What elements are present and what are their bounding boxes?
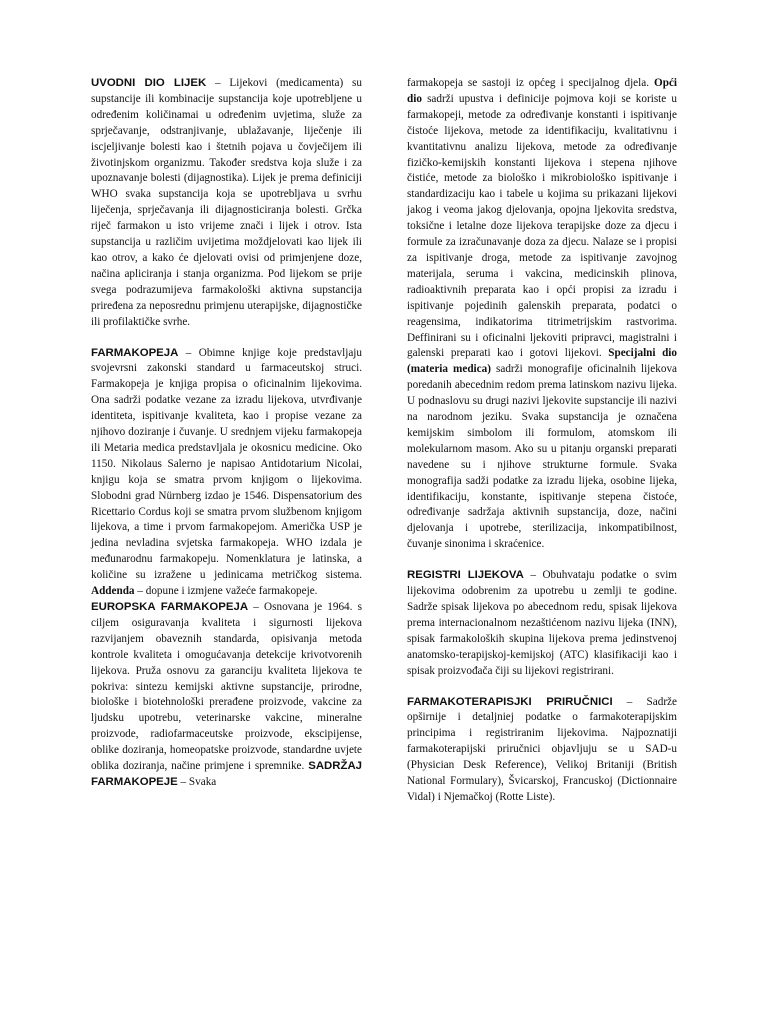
text-registri: – Obuhvataju podatke o svim lijekovima odobrenim za upotrebu u zemlji te godine. Sadrže spisak lijekova po abecednom redu, spisak lijekova prema internacionalnom nezaštićenom nazivu lijeka (INN), spisak farmakoloških skupina lijekova prema jedinstvenoj anatomsko-terapijskoj-kemijskoj (ATC) klasifikaciji kao i spisak proizvođača čiji su lijekovi registrirani.: [407, 569, 677, 677]
paragraph-registri: [407, 568, 677, 679]
paragraph-sadrzaj: [407, 76, 677, 553]
label-opci-dio: Opći dio: [407, 77, 678, 105]
label-addenda: Addenda: [91, 585, 135, 598]
text-prirucnici: – Sadrže opširnije i detaljniej podatke o farmakoterapijskim principima i registriranim lijekovima. Najpoznatiji farmakoterapijski priručnici objavljuju se u SAD-u (Physician Desk Reference), Velikoj Britaniji (British National Formulary), Švicarskoj, Francuskoj (Dictionnaire Vidal) i Njemačkoj (Rotte Liste).: [407, 695, 677, 803]
paragraph-prirucnici: [407, 695, 677, 806]
heading-registri-lijekova: REGISTRI LIJEKOVA: [407, 569, 524, 582]
text-sadrzaj-cont: farmakopeja se sastoji iz općeg i specijalnog djela.: [407, 77, 650, 89]
paragraph-europska: [91, 600, 362, 791]
heading-uvodni-dio-lijek: UVODNI DIO LIJEK: [91, 77, 207, 89]
text-opci-dio: sadrži upustva i definicije pojmova koji se koriste u farmakopeji, metode za određivanje konstanti i ispitivanje čistoće lijekova, metode za identifikaciju, kvalitativnu i kvantitativnu analizu lijekova, metode za određivanje fizičko-kemijskih konstanti lijekova i stepena njihove čistiće, metode za biološko i mikrobiološko ispitivanje i standardizaciju kao i tabele u kojima su prikazani lijekovi jakog i veoma jakog djelovanja, opojna ljekovita sredstva, toksične i letalne doze lijekova terapijske doze za djecu i formule za izračunavanje doza za djecu. Nalaze se i propisi za ispitivanje droga, metode za ispitivanje zavojnog materijala, seruma i vakcina, medicinskih plinova, radioaktivnih preparata kao i opći propisi za izradu i ispitivanje pojedinih galenskih preparata, podatci o reagensima, indikatorima titrimetrijskim rastvorima. Deffinirani su i oficinalni ljekoviti pripravci, magistralni i galenski preparati kao i gotovi lijekovi.: [407, 92, 677, 360]
right-column: [407, 76, 677, 806]
left-column: [91, 76, 362, 791]
heading-europska-farmakopeja: EUROPSKA FARMAKOPEJA: [91, 601, 249, 613]
text-farmakopeja: – Obimne knjige koje predstavljaju svojevrsni zakonski standard u farmaceutskoj struci. Farmakopeja je knjiga propisa o oficinalnim lijekovima. Ona sadrži podatke vezane za izradu lijekova, utvrđivanje identiteta, ispitivanje kvaliteta, kao i propise vezane za njihovo doziranje i čuvanje. U srednjem vijeku farmakopeja ili Metaria medica predstavljala je okosnicu medicine. Oko 1150. Nikolaus Salerno je napisao Antidotarium Nicolai, knjigu koja se smatra prvom knjigom o lijekovima. Slobodni grad Nürnberg izdao je 1546. Dispensatorium des Ricettario Cordus koji se smatra prvom službenom knjigom lijekova, a time i prvom farmakopejom. Američka USP je jedina nevladina svjetska farmakopeja. WHO izdala je međunarodnu farmakopeju. Nomenklatura je latinska, a količine su izražene u jedinicama metričkog sistema.: [91, 346, 362, 582]
text-europska: – Osnovana je 1964. s ciljem osiguravanja kvaliteta i sigurnosti lijekova razvijanjem obaveznih standarda, opisivanja metoda kontrole kvaliteta i omogućavanja detekcije krivotvorenih lijekova. Pruža osnovu za garanciju kvaliteta lijekova te pokriva: sintezu kemijski aktivne supstancije, prirodne, biološke i biotehnološki prerađene proizvode, vakcine za ljudsku upotrebu, veterinarske vakcine, mineralne proizvode, radiofarmaceutske proizvode, ekscipijense, oblike doziranja, homeopatske proizvode, standardne uvjete oblika doziranja, načine primjene i spremnike.: [91, 601, 362, 773]
label-specijalni-dio: Specijalni dio (materia medica): [407, 347, 677, 376]
text-sadrzaj-start: – Svaka: [177, 775, 217, 788]
text-addenda: – dopune i izmjene važeće farmakopeje.: [134, 585, 318, 598]
heading-farmakoterapijski-prirucnici: FARMAKOTERAPISJKI PRIRUČNICI: [407, 695, 613, 708]
paragraph-uvodni: [91, 76, 362, 331]
heading-sadrzaj-farmakopeje: SADRŽAJ FARMAKOPEJE: [91, 760, 363, 788]
text-uvodni: – Lijekovi (medicamenta) su supstancije ili kombinacije supstancija koje upotrebljene u određenim količinamai u određenim uvjetima, služe za sprječavanje, odstranjivanje, ublažavanje, liječenje ili iscjeljivanje bolesti kao i štetnih pojava u čovječijem ili životinjskom organizmu. Također sredstva koja služe i za upoznavanje bolesti (dijagnostika). Lijek je prema definiciji WHO svaka supstancija koja se upotrebljava u svrhu liječenja, sprječavanja ili dijagnosticiranja bolesti. Grčka riječ farmakon u isto vrijeme znači i lijek i otrov. Ista supstancija u različim uvijetima moždjelovati kao lijek ili kao otrov, a kako će djelovati ovisi od primjenjene doze, načina apliciranja i stanja organizma. Pod lijekom se prije svega podrazumijeva farmakološki aktivna supstancija priređena za neposrednu primjenu uterapijske, dijagnostičke ili profilaktičke svrhe.: [91, 77, 362, 328]
paragraph-farmakopeja: [91, 346, 362, 601]
text-specijalni-dio: sadrži monografije oficinalnih lijekova poredanih abecednim redom prema latinskom nazivu lijeka. U podnaslovu su drugi nazivi ljekovite supstancije ili nazivi na narodnom jeziku. Svaka supstancija je označena kemijskim simbolom ili formulom, atomskom ili molekularnom masom. Ako su u pitanju organski preparati navedene su i njihove strukturne formule. Svaka monografija sadži podatke za izradu lijeka, osobine lijeka, identifikaciju, konstante, ispitivanje stepena čistoće, određivanje sadržaja aktivnih supstancija, doze, načini djelovanja i upotrebe, sterilizacija, inkompatibilnost, čuvanje sinonima i skraćenice.: [407, 363, 678, 551]
heading-farmakopeja: FARMAKOPEJA: [91, 346, 179, 359]
